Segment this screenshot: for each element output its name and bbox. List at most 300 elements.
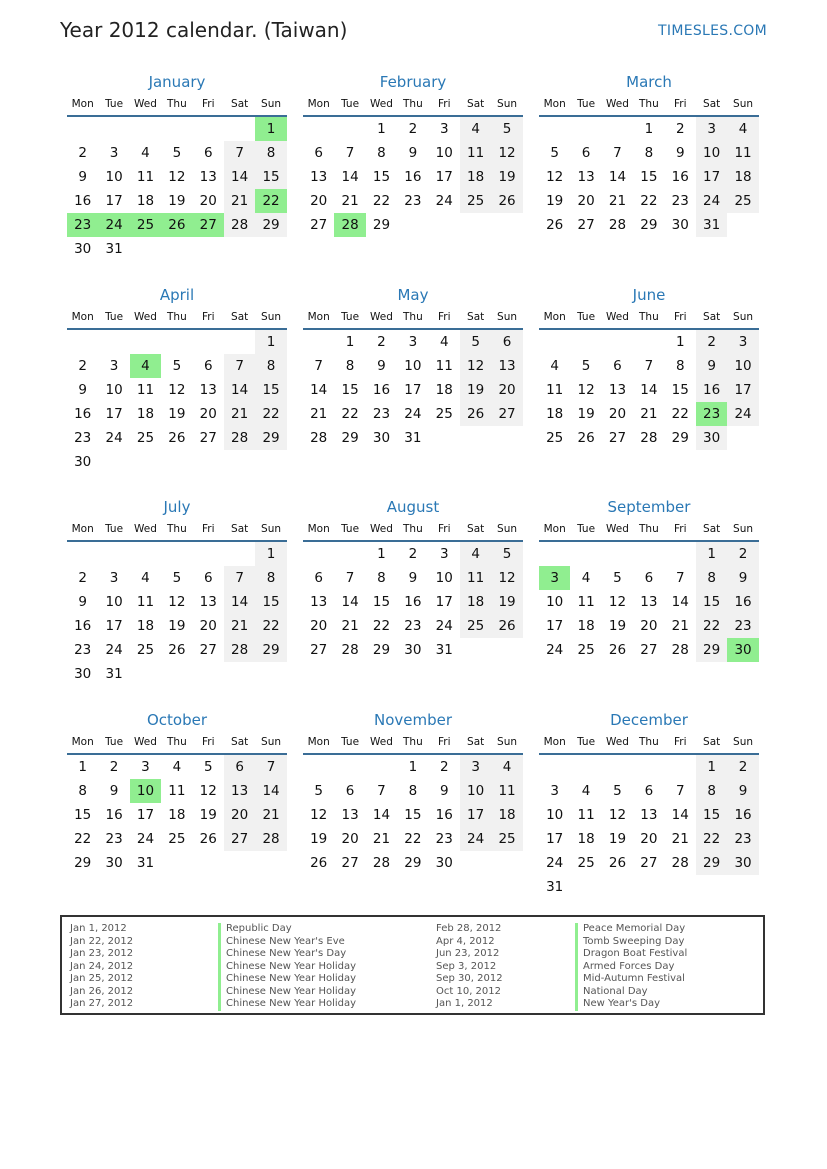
weekday-label: Sat xyxy=(231,310,249,323)
day-cell: 13 xyxy=(199,169,217,185)
day-grid xyxy=(66,330,288,474)
weekday-label: Fri xyxy=(674,97,687,110)
day-cell: 9 xyxy=(439,783,449,799)
day-cell: 11 xyxy=(460,141,491,165)
day-cell: 27 xyxy=(199,430,217,446)
day-cell: 5 xyxy=(172,145,182,161)
day-cell: 6 xyxy=(203,358,213,374)
legend-date: Jan 24, 2012 xyxy=(70,960,134,972)
day-cell: 8 xyxy=(345,358,355,374)
day-cell: 17 xyxy=(105,618,123,634)
day-cell: 25 xyxy=(435,406,453,422)
legend-names-right xyxy=(575,923,687,1011)
day-cell: 8 xyxy=(675,358,685,374)
weekday-label: Thu xyxy=(403,310,423,323)
day-cell: 20 xyxy=(577,193,595,209)
day-cell: 8 xyxy=(255,354,286,378)
day-cell: 8 xyxy=(377,145,386,161)
day-cell: 15 xyxy=(255,165,286,189)
weekday-label: Sun xyxy=(261,310,282,323)
empty-cell xyxy=(130,542,161,566)
day-cell: 15 xyxy=(372,594,391,610)
day-cell: 22 xyxy=(255,614,286,638)
day-cell: 10 xyxy=(435,570,453,586)
day-cell: 18 xyxy=(727,165,758,189)
day-cell: 8 xyxy=(255,141,286,165)
day-cell: 17 xyxy=(435,594,453,610)
day-cell: 11 xyxy=(136,382,155,398)
weekday-label: Tue xyxy=(105,97,124,110)
day-cell: 2 xyxy=(109,759,119,775)
day-cell: 7 xyxy=(675,570,685,586)
weekday-label: Sun xyxy=(497,522,518,535)
day-cell: 23 xyxy=(105,831,123,847)
day-cell: 21 xyxy=(372,831,391,847)
day-cell: 1 xyxy=(255,542,286,566)
legend-dates-right xyxy=(436,923,503,1011)
day-cell: 19 xyxy=(168,406,186,422)
month-name: November xyxy=(373,711,453,729)
day-cell: 7 xyxy=(345,145,355,161)
weekday-label: Mon xyxy=(543,97,566,110)
day-cell: 3 xyxy=(460,755,491,779)
day-cell: 5 xyxy=(314,783,323,799)
month-name: October xyxy=(146,711,208,729)
day-cell: 26 xyxy=(608,855,627,871)
day-cell: 22 xyxy=(341,406,359,422)
legend-date: Jan 1, 2012 xyxy=(70,923,127,934)
day-cell: 15 xyxy=(341,382,359,398)
weekday-label: Mon xyxy=(307,310,330,323)
day-cell: 5 xyxy=(613,570,622,586)
day-cell: 21 xyxy=(640,406,658,422)
weekday-label: Mon xyxy=(71,735,94,748)
day-cell: 3 xyxy=(109,358,119,374)
weekday-label: Sun xyxy=(497,310,518,323)
day-cell: 29 xyxy=(255,426,286,450)
empty-cell xyxy=(224,542,255,566)
day-cell: 4 xyxy=(141,570,150,586)
day-cell: 1 xyxy=(696,542,727,566)
day-cell: 9 xyxy=(78,594,87,610)
day-cell: 16 xyxy=(671,169,689,185)
day-cell: 30 xyxy=(671,217,689,233)
empty-cell xyxy=(334,542,365,566)
day-cell: 19 xyxy=(491,165,522,189)
empty-cell xyxy=(67,330,98,354)
holiday-day-cell: 3 xyxy=(539,566,570,590)
day-cell: 28 xyxy=(224,426,255,450)
weekday-label: Sat xyxy=(703,522,721,535)
day-cell: 8 xyxy=(408,783,418,799)
day-grid xyxy=(538,117,760,237)
day-cell: 28 xyxy=(224,638,255,662)
day-grid xyxy=(302,330,524,450)
day-cell: 18 xyxy=(136,406,155,422)
empty-cell xyxy=(193,542,224,566)
weekday-header xyxy=(538,517,760,540)
weekday-label: Thu xyxy=(167,97,187,110)
weekday-label: Thu xyxy=(403,735,423,748)
day-cell: 30 xyxy=(105,855,123,871)
day-cell: 24 xyxy=(460,827,491,851)
day-cell: 30 xyxy=(74,241,92,257)
day-cell: 14 xyxy=(310,382,328,398)
weekday-label: Sat xyxy=(703,735,721,748)
weekday-label: Mon xyxy=(71,310,94,323)
day-cell: 22 xyxy=(696,827,727,851)
day-cell: 18 xyxy=(435,382,453,398)
weekday-header xyxy=(302,92,524,115)
weekday-label: Sat xyxy=(467,735,485,748)
day-cell: 26 xyxy=(491,614,522,638)
day-cell: 20 xyxy=(199,618,217,634)
empty-cell xyxy=(303,330,334,354)
day-cell: 3 xyxy=(727,330,758,354)
weekday-label: Fri xyxy=(202,522,215,535)
day-cell: 7 xyxy=(314,358,323,374)
day-cell: 13 xyxy=(199,382,217,398)
day-grid xyxy=(538,755,760,899)
weekday-label: Thu xyxy=(167,735,187,748)
weekday-label: Wed xyxy=(370,522,393,535)
empty-cell xyxy=(67,117,98,141)
weekday-label: Sat xyxy=(231,97,249,110)
holiday-day-cell: 26 xyxy=(161,213,192,237)
day-cell: 25 xyxy=(577,855,595,871)
empty-cell xyxy=(98,542,129,566)
day-cell: 1 xyxy=(345,334,355,350)
legend-holiday-name: National Day xyxy=(575,986,687,999)
day-cell: 7 xyxy=(255,755,286,779)
day-cell: 26 xyxy=(310,855,328,871)
day-cell: 5 xyxy=(613,783,622,799)
legend-date: Feb 28, 2012 xyxy=(436,923,502,934)
empty-cell xyxy=(161,117,192,141)
day-cell: 18 xyxy=(546,406,564,422)
day-cell: 13 xyxy=(491,354,522,378)
legend-holiday-name: Chinese New Year Holiday xyxy=(218,998,356,1011)
empty-cell xyxy=(570,117,601,141)
legend-date: Jan 26, 2012 xyxy=(70,985,134,997)
day-cell: 1 xyxy=(377,121,386,137)
legend-holiday-name: Tomb Sweeping Day xyxy=(575,936,687,949)
day-cell: 29 xyxy=(74,855,92,871)
day-cell: 13 xyxy=(310,594,328,610)
day-cell: 4 xyxy=(727,117,758,141)
legend-dates-left xyxy=(70,923,133,1011)
day-cell: 19 xyxy=(577,406,595,422)
day-grid xyxy=(538,542,760,662)
day-cell: 9 xyxy=(377,358,386,374)
weekday-label: Sat xyxy=(467,522,485,535)
day-cell: 24 xyxy=(105,430,123,446)
day-cell: 24 xyxy=(696,189,727,213)
day-cell: 26 xyxy=(168,642,186,658)
holiday-legend xyxy=(60,915,765,1015)
day-cell: 11 xyxy=(491,779,522,803)
day-cell: 30 xyxy=(372,430,391,446)
empty-cell xyxy=(570,755,601,779)
day-cell: 26 xyxy=(577,430,595,446)
day-cell: 11 xyxy=(577,807,595,823)
empty-cell xyxy=(602,117,633,141)
day-cell: 19 xyxy=(310,831,328,847)
day-cell: 21 xyxy=(310,406,328,422)
day-cell: 28 xyxy=(671,642,689,658)
day-cell: 26 xyxy=(491,189,522,213)
day-cell: 1 xyxy=(78,759,87,775)
weekday-header xyxy=(538,305,760,328)
day-cell: 25 xyxy=(491,827,522,851)
weekday-label: Sun xyxy=(733,310,754,323)
day-cell: 17 xyxy=(727,378,758,402)
day-cell: 15 xyxy=(404,807,422,823)
day-cell: 22 xyxy=(74,831,92,847)
legend-holiday-name: Chinese New Year Holiday xyxy=(218,961,356,974)
weekday-label: Mon xyxy=(71,97,94,110)
empty-cell xyxy=(161,542,192,566)
day-cell: 10 xyxy=(546,594,564,610)
day-cell: 20 xyxy=(608,406,627,422)
weekday-header xyxy=(302,305,524,328)
day-cell: 13 xyxy=(640,807,658,823)
day-cell: 20 xyxy=(224,803,255,827)
weekday-label: Sun xyxy=(733,97,754,110)
day-cell: 2 xyxy=(408,546,418,562)
empty-cell xyxy=(633,755,664,779)
weekday-header xyxy=(302,517,524,540)
day-cell: 5 xyxy=(460,330,491,354)
day-cell: 28 xyxy=(640,430,658,446)
day-cell: 12 xyxy=(546,169,564,185)
month-name: February xyxy=(379,73,447,91)
empty-cell xyxy=(334,117,365,141)
day-grid xyxy=(66,117,288,261)
legend-holiday-name: Republic Day xyxy=(218,923,356,936)
day-cell: 14 xyxy=(608,169,627,185)
day-cell: 12 xyxy=(491,566,522,590)
weekday-label: Mon xyxy=(543,522,566,535)
day-cell: 17 xyxy=(546,618,564,634)
day-cell: 26 xyxy=(168,430,186,446)
day-cell: 28 xyxy=(671,855,689,871)
day-cell: 16 xyxy=(74,193,92,209)
day-cell: 31 xyxy=(546,879,564,895)
empty-cell xyxy=(665,755,696,779)
day-cell: 18 xyxy=(460,165,491,189)
day-cell: 3 xyxy=(696,117,727,141)
day-cell: 27 xyxy=(640,855,658,871)
day-cell: 16 xyxy=(74,618,92,634)
weekday-label: Fri xyxy=(674,735,687,748)
month-name: May xyxy=(397,286,429,304)
day-cell: 15 xyxy=(696,590,727,614)
day-cell: 1 xyxy=(696,755,727,779)
day-cell: 15 xyxy=(255,378,286,402)
weekday-label: Thu xyxy=(639,522,659,535)
month-august xyxy=(302,497,524,662)
day-cell: 5 xyxy=(581,358,591,374)
day-cell: 24 xyxy=(546,642,564,658)
day-cell: 15 xyxy=(74,807,92,823)
day-cell: 25 xyxy=(136,642,155,658)
weekday-label: Thu xyxy=(639,310,659,323)
day-cell: 21 xyxy=(608,193,627,209)
day-cell: 19 xyxy=(608,618,627,634)
month-january xyxy=(66,72,288,261)
day-cell: 9 xyxy=(675,145,685,161)
holiday-day-cell: 24 xyxy=(98,213,129,237)
day-cell: 2 xyxy=(675,121,685,137)
day-cell: 10 xyxy=(546,807,564,823)
day-cell: 25 xyxy=(168,831,186,847)
empty-cell xyxy=(224,330,255,354)
holiday-day-cell: 4 xyxy=(130,354,161,378)
holiday-day-cell: 23 xyxy=(67,213,98,237)
site-link[interactable]: TIMESLES.COM xyxy=(658,23,767,39)
day-cell: 24 xyxy=(546,855,564,871)
day-cell: 3 xyxy=(109,145,119,161)
day-cell: 14 xyxy=(671,594,689,610)
weekday-header xyxy=(538,730,760,753)
day-cell: 18 xyxy=(491,803,522,827)
weekday-label: Sun xyxy=(733,522,754,535)
empty-cell xyxy=(98,330,129,354)
day-cell: 17 xyxy=(435,169,453,185)
day-cell: 10 xyxy=(105,382,123,398)
weekday-label: Sun xyxy=(733,735,754,748)
day-cell: 10 xyxy=(460,779,491,803)
day-cell: 22 xyxy=(372,618,391,634)
day-cell: 2 xyxy=(78,358,87,374)
empty-cell xyxy=(224,117,255,141)
day-cell: 25 xyxy=(546,430,564,446)
day-cell: 20 xyxy=(341,831,359,847)
day-cell: 24 xyxy=(727,402,758,426)
day-cell: 3 xyxy=(141,759,150,775)
weekday-label: Tue xyxy=(577,522,596,535)
day-cell: 29 xyxy=(255,638,286,662)
weekday-label: Thu xyxy=(403,97,423,110)
empty-cell xyxy=(303,542,334,566)
day-cell: 17 xyxy=(404,382,422,398)
weekday-label: Fri xyxy=(438,97,451,110)
day-cell: 19 xyxy=(546,193,564,209)
day-cell: 19 xyxy=(199,807,217,823)
weekday-header xyxy=(538,92,760,115)
holiday-day-cell: 10 xyxy=(130,779,161,803)
day-cell: 13 xyxy=(608,382,627,398)
weekday-label: Tue xyxy=(341,735,360,748)
day-cell: 13 xyxy=(199,594,217,610)
empty-cell xyxy=(539,755,570,779)
day-cell: 7 xyxy=(613,145,622,161)
day-cell: 29 xyxy=(255,213,286,237)
weekday-header xyxy=(66,92,288,115)
day-cell: 6 xyxy=(314,570,323,586)
month-name: June xyxy=(632,286,666,304)
day-cell: 29 xyxy=(372,217,391,233)
day-cell: 15 xyxy=(696,803,727,827)
empty-cell xyxy=(303,755,334,779)
day-cell: 14 xyxy=(640,382,658,398)
day-cell: 23 xyxy=(372,406,391,422)
day-cell: 18 xyxy=(168,807,186,823)
weekday-label: Fri xyxy=(438,522,451,535)
day-cell: 11 xyxy=(435,358,453,374)
day-cell: 14 xyxy=(341,594,359,610)
day-cell: 12 xyxy=(608,594,627,610)
day-cell: 4 xyxy=(141,145,150,161)
month-name: January xyxy=(148,73,206,91)
day-cell: 24 xyxy=(105,642,123,658)
day-cell: 8 xyxy=(644,145,654,161)
day-cell: 12 xyxy=(168,594,186,610)
day-cell: 27 xyxy=(310,642,328,658)
day-cell: 28 xyxy=(310,430,328,446)
day-cell: 20 xyxy=(640,831,658,847)
day-cell: 17 xyxy=(696,165,727,189)
empty-cell xyxy=(570,542,601,566)
empty-cell xyxy=(633,330,664,354)
holiday-day-cell: 23 xyxy=(696,402,727,426)
day-cell: 29 xyxy=(372,642,391,658)
month-november xyxy=(302,710,524,875)
day-cell: 8 xyxy=(696,566,727,590)
day-grid xyxy=(302,542,524,662)
weekday-label: Fri xyxy=(202,310,215,323)
empty-cell xyxy=(602,542,633,566)
day-cell: 10 xyxy=(435,145,453,161)
day-cell: 20 xyxy=(310,618,328,634)
month-name: September xyxy=(607,498,691,516)
weekday-label: Tue xyxy=(341,522,360,535)
day-cell: 9 xyxy=(78,382,87,398)
day-cell: 31 xyxy=(105,241,123,257)
day-cell: 3 xyxy=(550,783,559,799)
weekday-label: Mon xyxy=(307,522,330,535)
weekday-label: Sat xyxy=(467,310,485,323)
legend-holiday-name: Chinese New Year's Eve xyxy=(218,936,356,949)
weekday-label: Sun xyxy=(261,522,282,535)
day-cell: 22 xyxy=(640,193,658,209)
day-cell: 23 xyxy=(404,193,422,209)
day-cell: 13 xyxy=(341,807,359,823)
empty-cell xyxy=(334,755,365,779)
weekday-label: Sun xyxy=(497,97,518,110)
day-cell: 18 xyxy=(136,193,155,209)
holiday-day-cell: 30 xyxy=(727,638,758,662)
day-cell: 8 xyxy=(377,570,386,586)
day-cell: 7 xyxy=(345,570,355,586)
day-cell: 2 xyxy=(377,334,386,350)
weekday-label: Wed xyxy=(134,522,157,535)
day-cell: 20 xyxy=(491,378,522,402)
day-cell: 20 xyxy=(640,618,658,634)
day-grid xyxy=(66,755,288,875)
day-cell: 21 xyxy=(224,402,255,426)
weekday-header xyxy=(302,730,524,753)
day-cell: 22 xyxy=(404,831,422,847)
day-cell: 3 xyxy=(408,334,418,350)
day-cell: 23 xyxy=(435,831,453,847)
empty-cell xyxy=(67,542,98,566)
day-cell: 11 xyxy=(727,141,758,165)
day-cell: 18 xyxy=(460,590,491,614)
weekday-label: Fri xyxy=(202,735,215,748)
day-cell: 22 xyxy=(372,193,391,209)
